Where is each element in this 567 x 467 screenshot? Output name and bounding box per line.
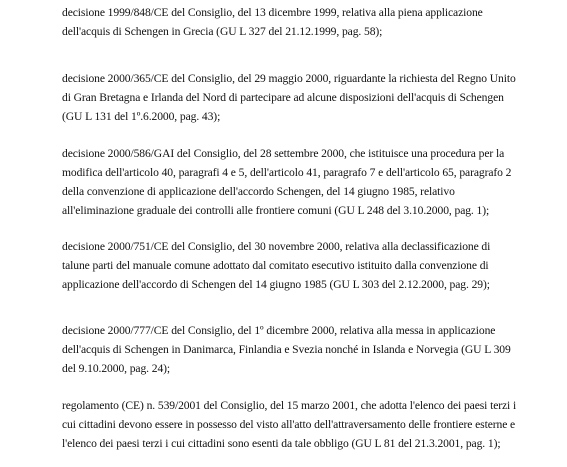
text-line: dell'acquis di Schengen in Danimarca, Finlandia e Svezia nonché in Islanda e Norvegia (GU L 309 — [62, 343, 511, 356]
paragraph-decisione-1999-848 — [62, 3, 562, 41]
text-line: modifica dell'articolo 40, paragrafi 4 e 5, dell'articolo 41, paragrafo 7 e dell'articolo 65, paragrafo 2 — [62, 166, 512, 179]
text-line: (GU L 131 del 1º.6.2000, pag. 43); — [62, 110, 221, 123]
text-line: decisione 2000/777/CE del Consiglio, del 1º dicembre 2000, relativa alla messa in applicazione — [62, 324, 496, 337]
text-line: decisione 2000/365/CE del Consiglio, del 29 maggio 2000, riguardante la richiesta del Regno Unito — [62, 72, 516, 85]
text-line: decisione 1999/848/CE del Consiglio, del 13 dicembre 1999, relativa alla piena applicazione — [62, 6, 483, 19]
text-line: regolamento (CE) n. 539/2001 del Consiglio, del 15 marzo 2001, che adotta l'elenco dei paesi terzi i — [62, 399, 517, 412]
paragraph-decisione-2000-586 — [62, 144, 562, 220]
text-line: applicazione dell'accordo di Schengen del 14 giugno 1985 (GU L 303 del 2.12.2000, pag. 29); — [62, 278, 490, 291]
text-line: talune parti del manuale comune adottato dal comitato esecutivo istituito dalla convenzione di — [62, 259, 489, 272]
text-line: dell'acquis di Schengen in Grecia (GU L 327 del 21.12.1999, pag. 58); — [62, 25, 383, 38]
text-line: del 9.10.2000, pag. 24); — [62, 362, 171, 375]
text-line: decisione 2000/586/GAI del Consiglio, del 28 settembre 2000, che istituisce una procedura per la — [62, 147, 505, 160]
text-line: di Gran Bretagna e Irlanda del Nord di partecipare ad alcune disposizioni dell'acquis di Schengen — [62, 91, 504, 104]
paragraph-decisione-2000-751 — [62, 237, 562, 294]
text-line: della convenzione di applicazione dell'accordo Schengen, del 14 giugno 1985, relativo — [62, 185, 455, 198]
text-line: all'eliminazione graduale dei controlli alle frontiere comuni (GU L 248 del 3.10.2000, pag. 1); — [62, 204, 490, 217]
text-line: decisione 2000/751/CE del Consiglio, del 30 novembre 2000, relativa alla declassificazione di — [62, 240, 491, 253]
paragraph-regolamento-539-2001 — [62, 396, 562, 453]
text-line: l'elenco dei paesi terzi i cui cittadini sono esenti da tale obbligo (GU L 81 del 21.3.2001, pag. 1); — [62, 437, 501, 450]
paragraph-decisione-2000-365 — [62, 69, 562, 126]
text-line: cui cittadini devono essere in possesso del visto all'atto dell'attraversamento delle frontiere esterne e — [62, 418, 516, 431]
paragraph-decisione-2000-777 — [62, 321, 562, 378]
